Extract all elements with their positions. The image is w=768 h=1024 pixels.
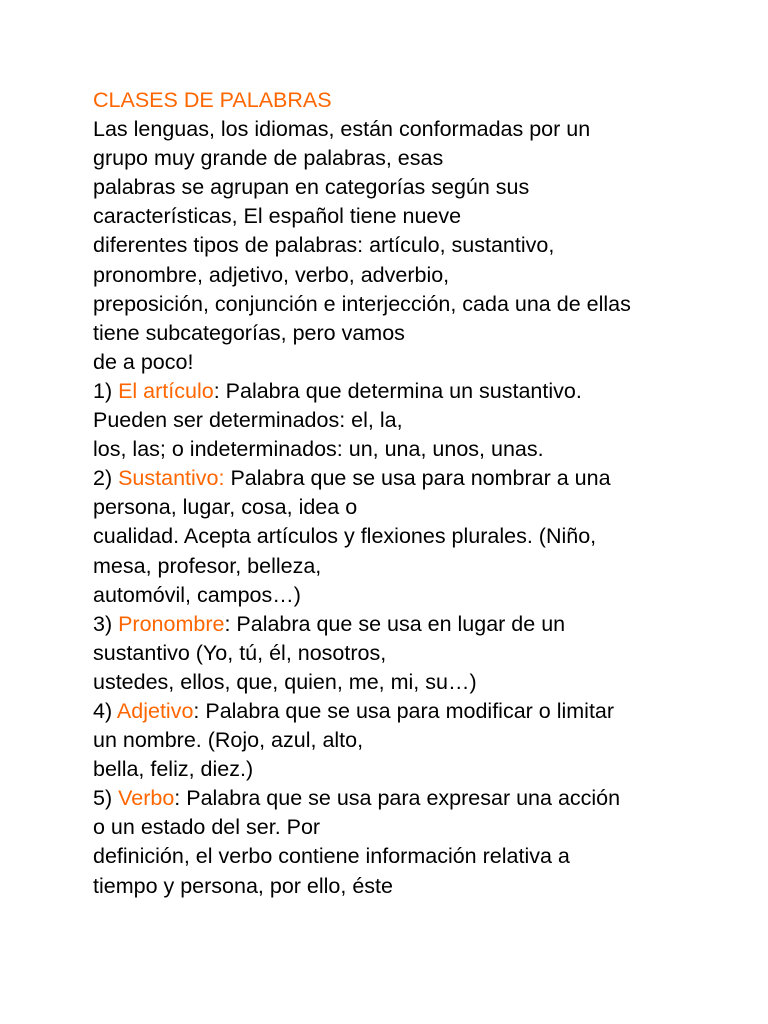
- item-term: El artículo: [118, 378, 214, 403]
- item-number: 2): [93, 466, 119, 491]
- item-number: 3): [93, 611, 119, 636]
- list-item-heading: [93, 464, 708, 493]
- item-continuation: sustantivo (Yo, tú, él, nosotros,: [93, 640, 387, 665]
- list-item-heading: [93, 784, 708, 813]
- intro-line: preposición, conjunción e interjección, cada una de ellas: [93, 291, 631, 316]
- item-term: Sustantivo:: [118, 466, 225, 491]
- list-item-heading: [93, 697, 708, 726]
- list-item-heading: [93, 377, 708, 406]
- item-number: 4): [93, 698, 117, 723]
- item-continuation: bella, feliz, diez.): [93, 757, 254, 782]
- intro-line: grupo muy grande de palabras, esas: [93, 146, 444, 171]
- item-term: Verbo: [118, 786, 175, 811]
- intro-line: tiene subcategorías, pero vamos: [93, 320, 405, 345]
- item-definition: : Palabra que se usa para expresar una acción: [174, 786, 621, 811]
- item-continuation: persona, lugar, cosa, idea o: [93, 495, 358, 520]
- intro-line: diferentes tipos de palabras: artículo, sustantivo,: [93, 233, 555, 258]
- item-continuation: mesa, profesor, belleza,: [93, 553, 322, 578]
- intro-line: pronombre, adjetivo, verbo, adverbio,: [93, 262, 450, 287]
- intro-line: características, El español tiene nueve: [93, 204, 462, 229]
- item-term: Adjetivo: [116, 698, 194, 723]
- item-continuation: cualidad. Acepta artículos y flexiones plurales. (Niño,: [93, 524, 597, 549]
- item-number: 5): [93, 786, 119, 811]
- list-item-heading: [93, 610, 708, 639]
- item-definition: : Palabra que se usa en lugar de un: [224, 611, 566, 636]
- item-definition: : Palabra que se usa para modificar o limitar: [193, 698, 615, 723]
- item-continuation: tiempo y persona, por ello, éste: [93, 873, 393, 898]
- item-continuation: automóvil, campos…): [93, 582, 301, 607]
- intro-line: de a poco!: [93, 349, 194, 374]
- item-term: Pronombre: [118, 611, 225, 636]
- item-continuation: o un estado del ser. Por: [93, 815, 321, 840]
- item-continuation: definición, el verbo contiene información relativa a: [93, 844, 570, 869]
- item-continuation: ustedes, ellos, que, quien, me, mi, su…): [93, 669, 477, 694]
- item-continuation: Pueden ser determinados: el, la,: [93, 408, 403, 433]
- intro-line: Las lenguas, los idiomas, están conformadas por un: [93, 117, 591, 142]
- item-definition: : Palabra que determina un sustantivo.: [213, 378, 582, 403]
- item-definition: Palabra que se usa para nombrar a una: [224, 466, 611, 491]
- item-number: 1): [93, 378, 119, 403]
- item-continuation: un nombre. (Rojo, azul, alto,: [93, 728, 364, 753]
- item-continuation: los, las; o indeterminados: un, una, unos, unas.: [93, 437, 544, 462]
- document-title: CLASES DE PALABRAS: [93, 88, 332, 112]
- intro-line: palabras se agrupan en categorías según sus: [93, 175, 530, 200]
